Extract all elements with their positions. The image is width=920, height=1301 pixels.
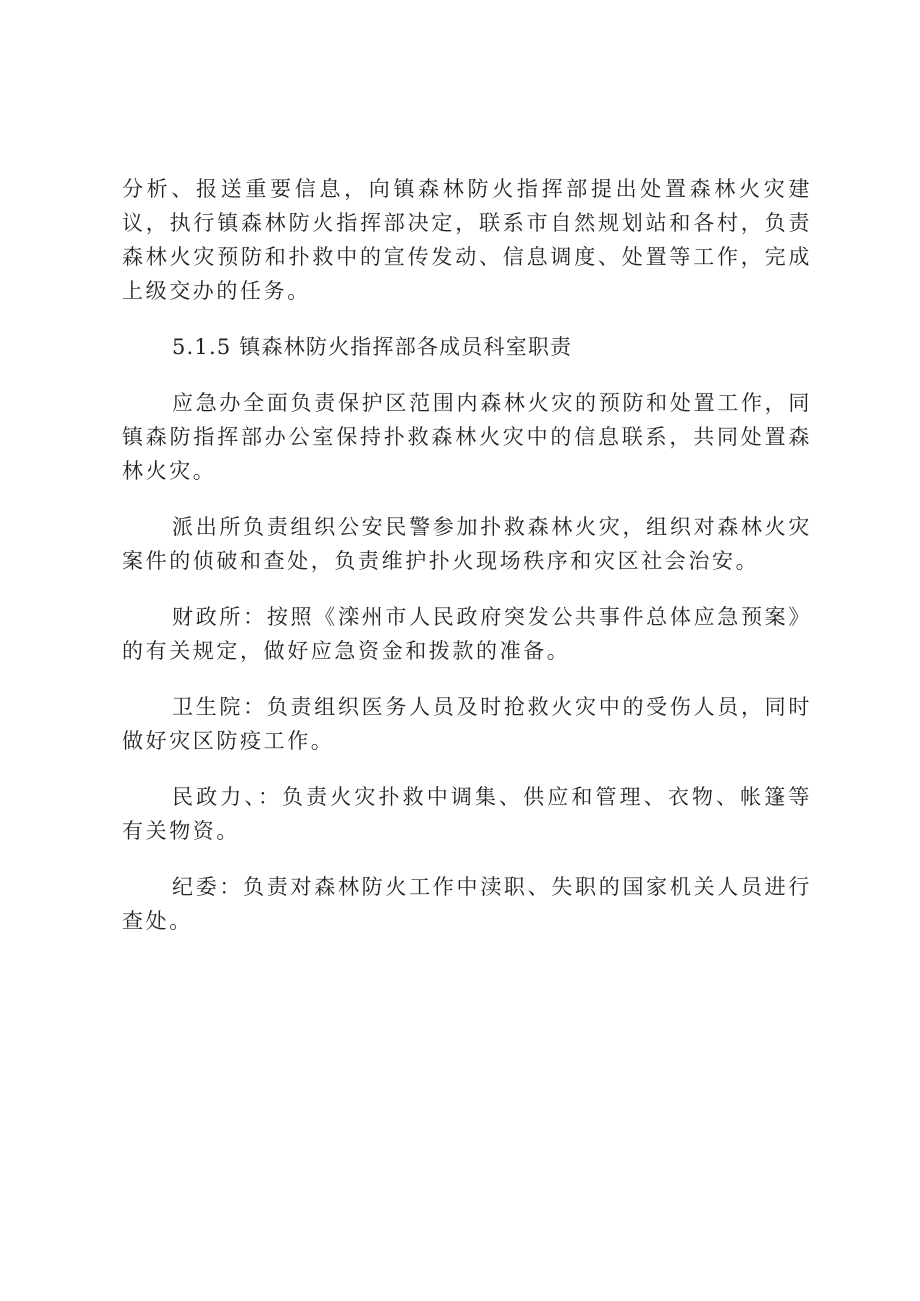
paragraph-civil-affairs: 民政力、：负责火灾扑救中调集、供应和管理、衣物、帐篷等有关物资。 [122,785,812,843]
section-heading: 5.1.5 镇森林防火指挥部各成员科室职责 [172,335,573,359]
paragraph-continuation: 分析、报送重要信息，向镇森林防火指挥部提出处置森林火灾建议，执行镇森林防火指挥部决定，联系市自然规划站和各村，负责森林火灾预防和扑救中的宣传发动、信息调度、处置等工作，完成上级交办的任务。 [122,177,812,303]
paragraph-discipline-commission: 纪委：负责对森林防火工作中渎职、失职的国家机关人员进行查处。 [122,875,812,933]
paragraph-finance-office: 财政所：按照《滦州市人民政府突发公共事件总体应急预案》的有关规定，做好应急资金和拨款的准备。 [122,605,812,663]
document-body [122,172,812,938]
paragraph-health-center: 卫生院：负责组织医务人员及时抢救火灾中的受伤人员，同时做好灾区防疫工作。 [122,695,812,753]
paragraph-emergency-office: 应急办全面负责保护区范围内森林火灾的预防和处置工作，同镇森防指挥部办公室保持扑救森林火灾中的信息联系，共同处置森林火灾。 [122,391,812,483]
paragraph-police-station: 派出所负责组织公安民警参加扑救森林火灾，组织对森林火灾案件的侦破和查处，负责维护扑火现场秩序和灾区社会治安。 [122,515,812,573]
